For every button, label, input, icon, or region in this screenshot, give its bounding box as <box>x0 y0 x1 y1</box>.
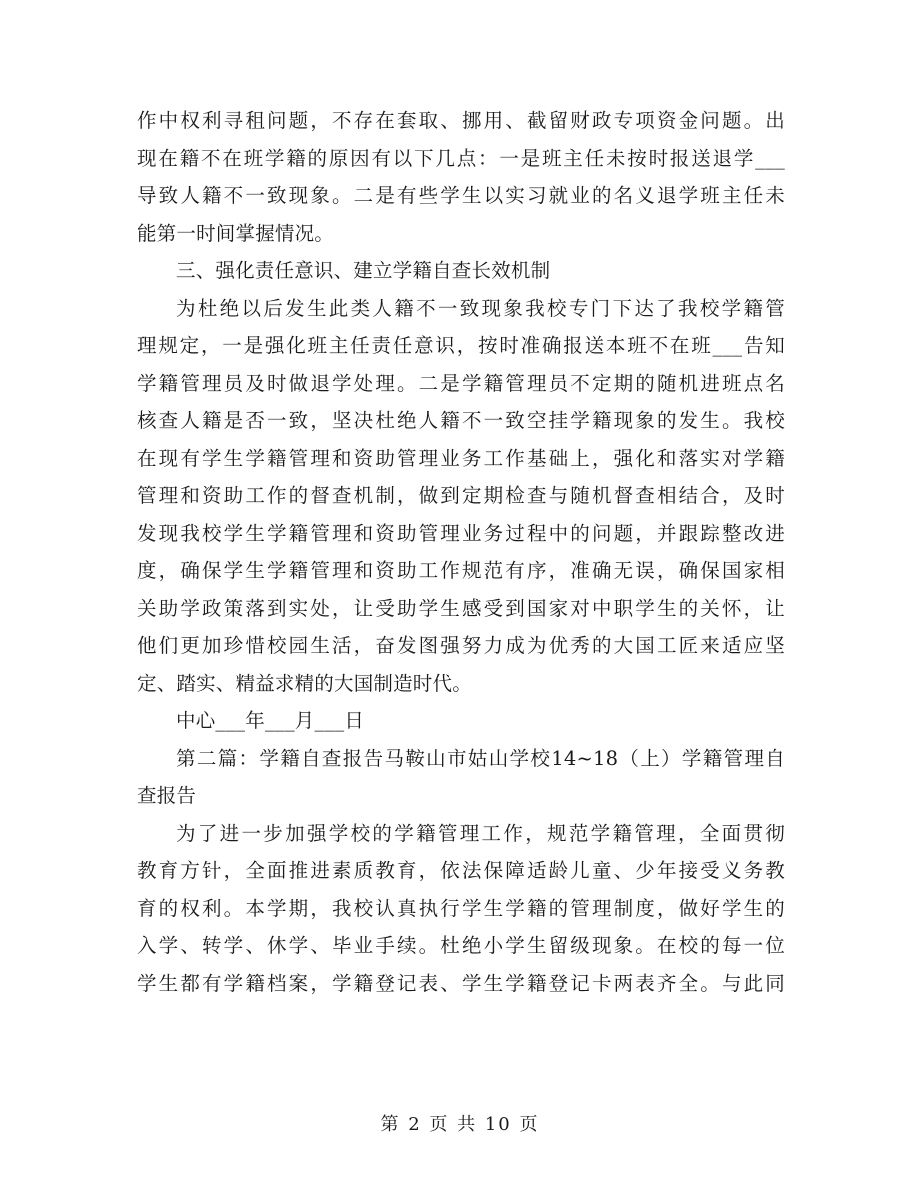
text-line: 在现有学生学籍管理和资助管理业务工作基础上，强化和落实对学籍 <box>137 446 785 470</box>
date-line: 中心___年___月___日 <box>176 709 365 732</box>
text-line: 育的权利。本学期，我校认真执行学生学籍的管理制度，做好学生的 <box>137 896 785 920</box>
text-line: 导致人籍不一致现象。二是有些学生以实习就业的名义退学班主任未 <box>137 184 785 207</box>
text-line: 他们更加珍惜校园生活，奋发图强努力成为优秀的大国工匠来适应坚 <box>137 634 785 657</box>
text-line: 管理和资助工作的督查机制，做到定期检查与随机督查相结合，及时 <box>137 484 785 507</box>
section-title: 第二篇：学籍自查报告马鞍山市姑山学校14~18（上）学籍管理自 <box>176 746 785 770</box>
text-line: 发现我校学生学籍管理和资助管理业务过程中的问题，并跟踪整改进 <box>137 521 785 545</box>
text-line: 学生都有学籍档案，学籍登记表、学生学籍登记卡两表齐全。与此同 <box>137 971 785 995</box>
document-body <box>137 102 785 1002</box>
text-line: 为了进一步加强学校的学籍管理工作，规范学籍管理，全面贯彻 <box>176 821 785 845</box>
text-line: 关助学政策落到实处，让受助学生感受到国家对中职学生的关怀，让 <box>137 596 785 620</box>
text-line: 理规定，一是强化班主任责任意识，按时准确报送本班不在班___告知 <box>137 334 785 357</box>
section-title-continued: 查报告 <box>137 784 197 807</box>
text-line: 能第一时间掌握情况。 <box>137 221 335 245</box>
section-heading: 三、强化责任意识、建立学籍自查长效机制 <box>176 259 551 282</box>
text-line: 教育方针，全面推进素质教育，依法保障适龄儿童、少年接受义务教 <box>137 859 785 882</box>
text-line: 学籍管理员及时做退学处理。二是学籍管理员不定期的随机进班点名 <box>137 371 785 395</box>
page-number-footer: 第 2 页 共 10 页 <box>380 1114 540 1135</box>
text-line: 度，确保学生学籍管理和资助工作规范有序，准确无误，确保国家相 <box>137 559 785 582</box>
text-line: 作中权利寻租问题，不存在套取、挪用、截留财政专项资金问题。出 <box>137 109 785 132</box>
text-line: 核查人籍是否一致，坚决杜绝人籍不一致空挂学籍现象的发生。我校 <box>137 409 785 432</box>
text-line: 入学、转学、休学、毕业手续。杜绝小学生留级现象。在校的每一位 <box>137 934 785 957</box>
text-line: 为杜绝以后发生此类人籍不一致现象我校专门下达了我校学籍管 <box>176 296 785 320</box>
text-line: 定、踏实、精益求精的大国制造时代。 <box>137 671 472 695</box>
text-line: 现在籍不在班学籍的原因有以下几点：一是班主任未按时报送退学___ <box>137 146 785 170</box>
